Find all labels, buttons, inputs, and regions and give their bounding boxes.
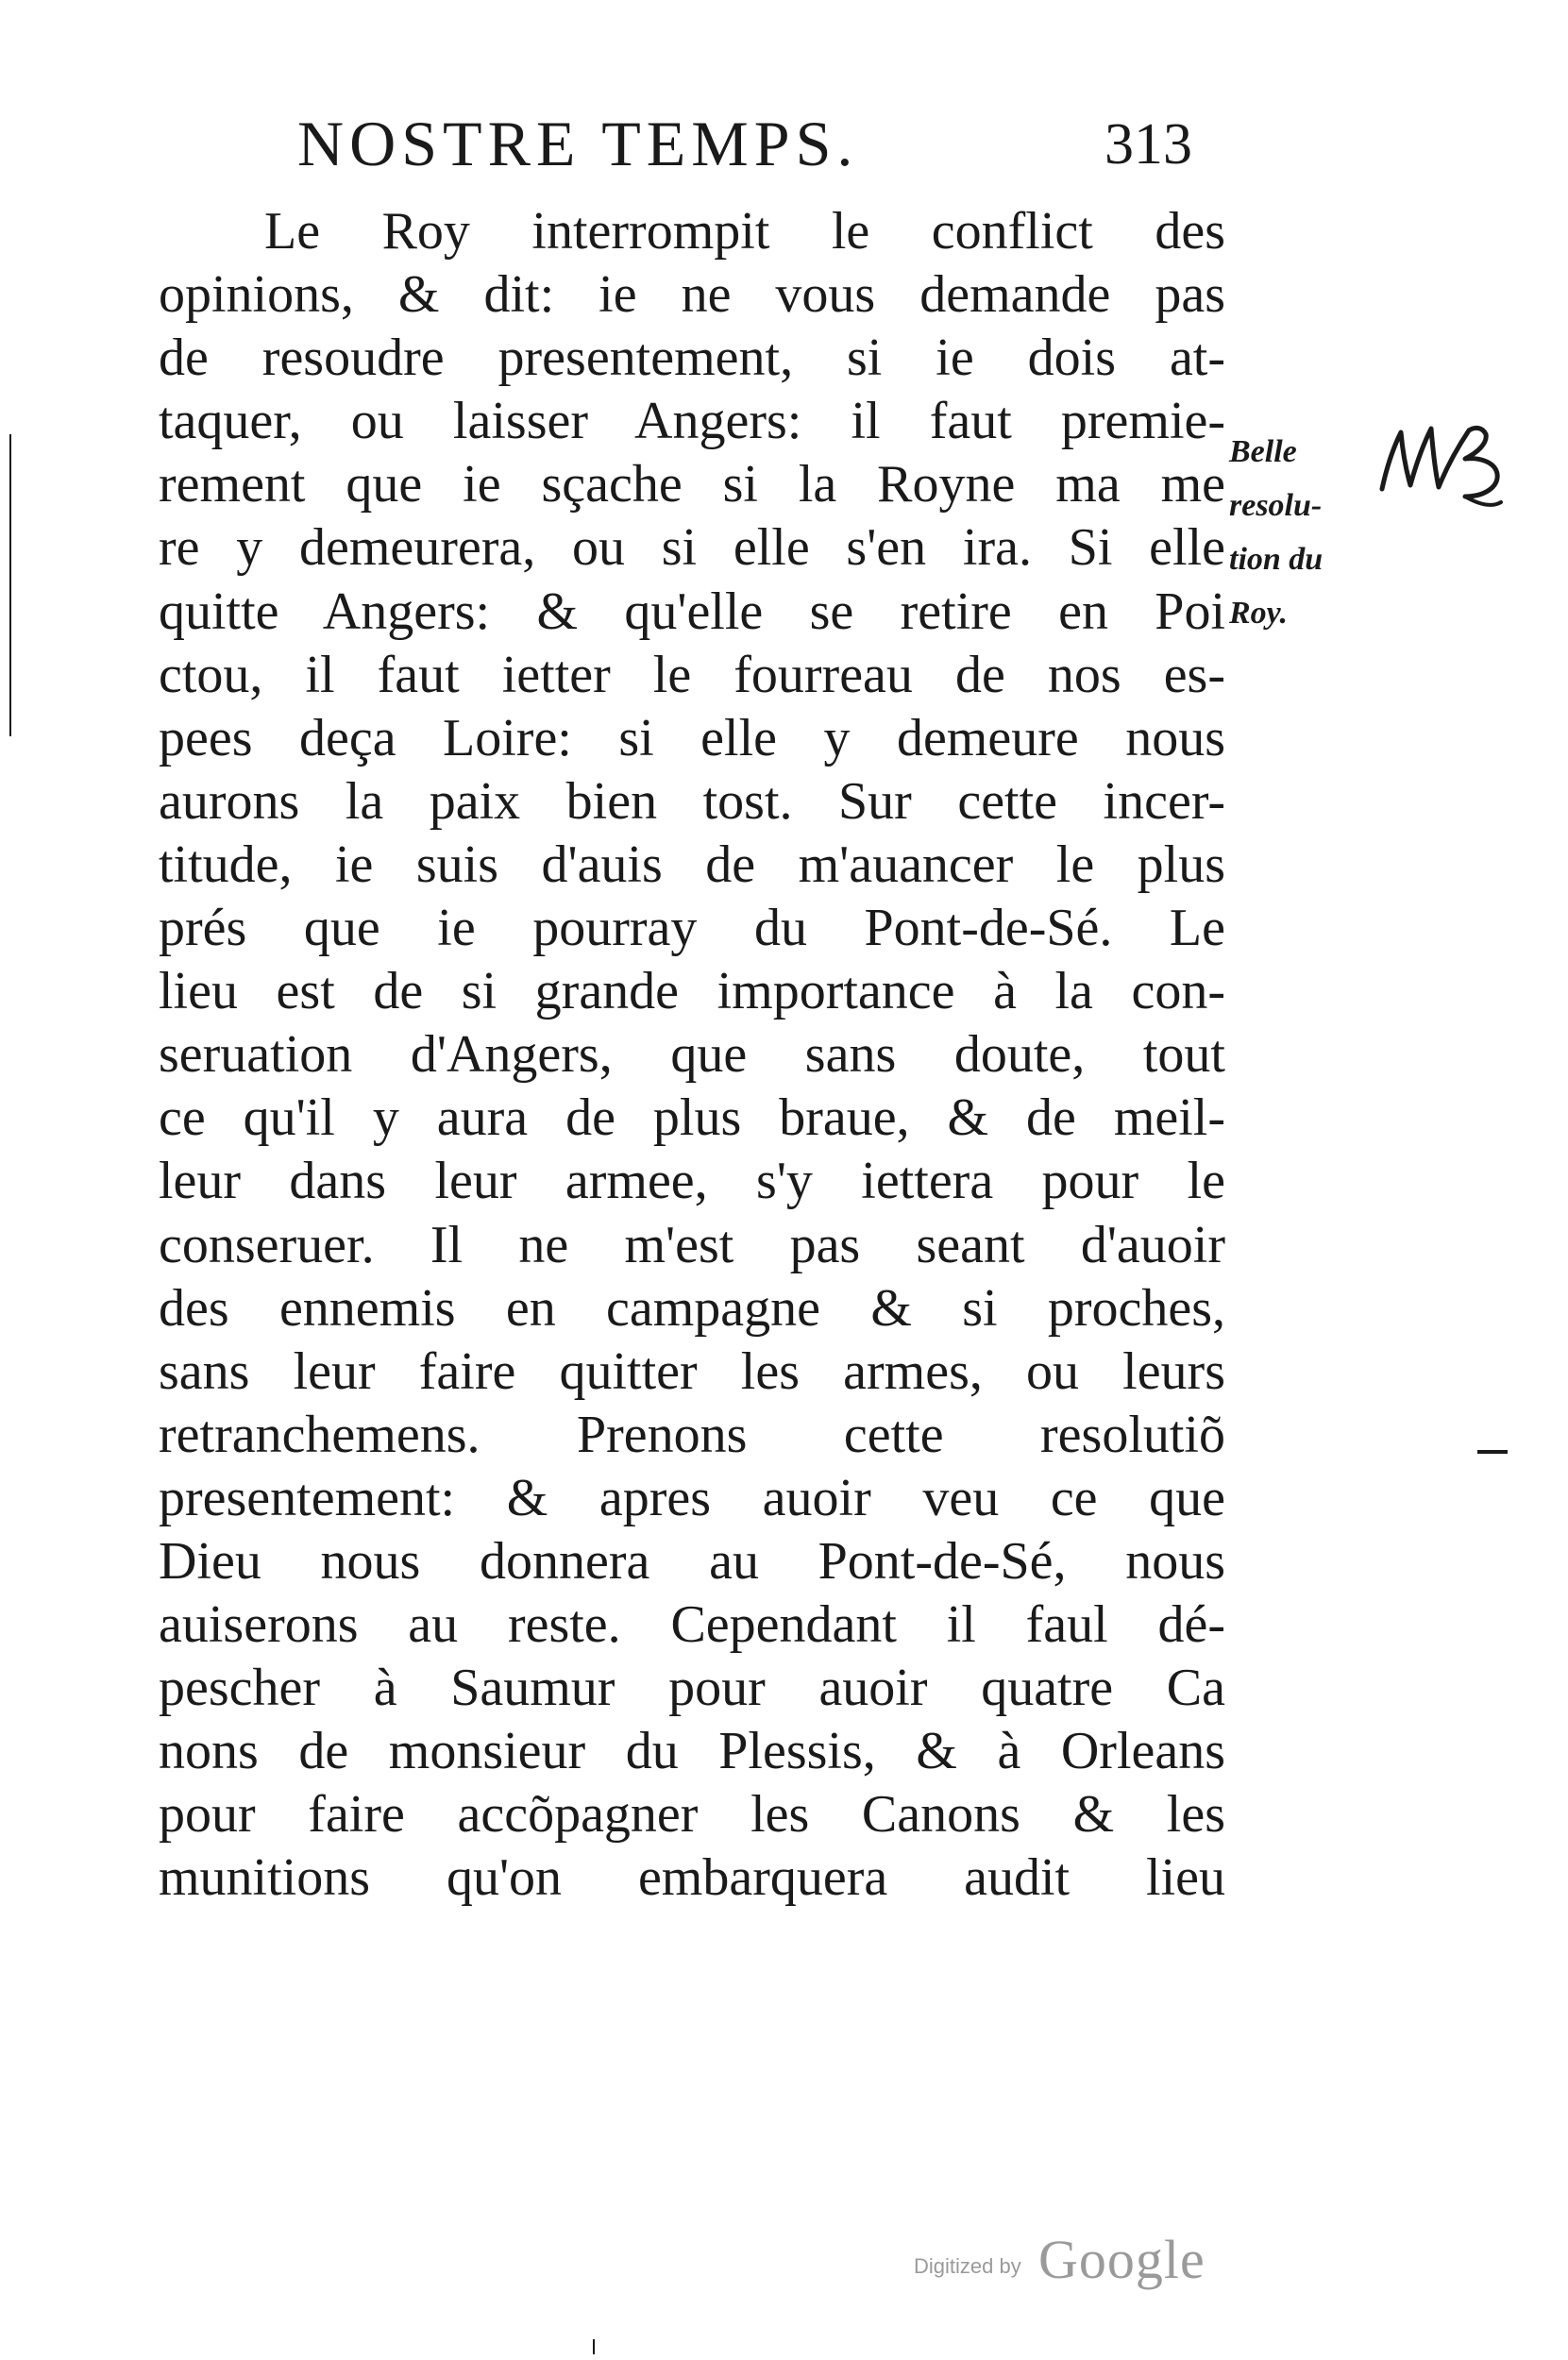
text-line: leur dans leur armee, s'y iettera pour le bbox=[159, 1152, 1225, 1211]
text-line: re y demeurera, ou si elle s'en ira. Si elle bbox=[159, 518, 1225, 578]
text-line: presentement: & apres auoir veu ce que bbox=[159, 1468, 1225, 1527]
text-line: Dieu nous donnera au Pont-de-Sé, nous bbox=[159, 1531, 1225, 1591]
left-rule bbox=[9, 434, 11, 736]
text-line: nons de monsieur du Plessis, & à Orleans bbox=[159, 1722, 1225, 1781]
bottom-tick bbox=[593, 2339, 595, 2354]
text-line: pour faire accõpagner les Canons & les bbox=[159, 1785, 1225, 1845]
text-line: seruation d'Angers, que sans doute, tout bbox=[159, 1025, 1225, 1085]
text-line: aurons la paix bien tost. Sur cette incer- bbox=[159, 771, 1225, 831]
google-watermark: Google bbox=[1038, 2229, 1206, 2290]
text-line: quitte Angers: & qu'elle se retire en Poi bbox=[159, 582, 1225, 641]
text-line: Le Roy interrompit le conflict des bbox=[264, 202, 1225, 261]
text-line: conseruer. Il ne m'est pas seant d'auoir bbox=[159, 1215, 1225, 1274]
page-number: 313 bbox=[1104, 112, 1192, 177]
margin-dash bbox=[1477, 1450, 1508, 1454]
text-line: sans leur faire quitter les armes, ou leurs bbox=[159, 1341, 1225, 1401]
text-line: taquer, ou laisser Angers: il faut premie- bbox=[159, 392, 1225, 451]
text-line: lieu est de si grande importance à la con- bbox=[159, 962, 1225, 1021]
text-line: pees deça Loire: si elle y demeure nous bbox=[159, 708, 1225, 767]
text-line: ctou, il faut ietter le fourreau de nos es- bbox=[159, 645, 1225, 704]
text-line: de resoudre presentement, si ie dois at- bbox=[159, 329, 1225, 388]
body-text bbox=[159, 200, 1225, 1911]
margin-note bbox=[1229, 425, 1323, 640]
margin-note-line: Roy. bbox=[1229, 596, 1289, 631]
margin-note-line: resolu- bbox=[1229, 488, 1323, 523]
text-line: rement que ie sçache si la Royne ma me bbox=[159, 455, 1225, 514]
text-line: prés que ie pourray du Pont-de-Sé. Le bbox=[159, 899, 1225, 958]
handwritten-mark-icon bbox=[1374, 415, 1507, 519]
text-line: ce qu'il y aura de plus braue, & de meil- bbox=[159, 1088, 1225, 1148]
text-line: des ennemis en campagne & si proches, bbox=[159, 1278, 1225, 1338]
margin-note-line: tion du bbox=[1229, 542, 1324, 577]
text-line: auiserons au reste. Cependant il faul dé- bbox=[159, 1595, 1225, 1655]
digitized-label: Digitized by bbox=[914, 2254, 1021, 2278]
text-line: pescher à Saumur pour auoir quatre Ca bbox=[159, 1659, 1225, 1718]
running-title: NOSTRE TEMPS. bbox=[297, 108, 859, 179]
text-line: titude, ie suis d'auis de m'auancer le plus bbox=[159, 834, 1225, 894]
margin-note-line: Belle bbox=[1229, 434, 1297, 469]
text-line: munitions qu'on embarquera audit lieu bbox=[159, 1848, 1225, 1908]
text-line: opinions, & dit: ie ne vous demande pas bbox=[159, 265, 1225, 325]
text-line: retranchemens. Prenons cette resolutiõ bbox=[159, 1405, 1225, 1464]
